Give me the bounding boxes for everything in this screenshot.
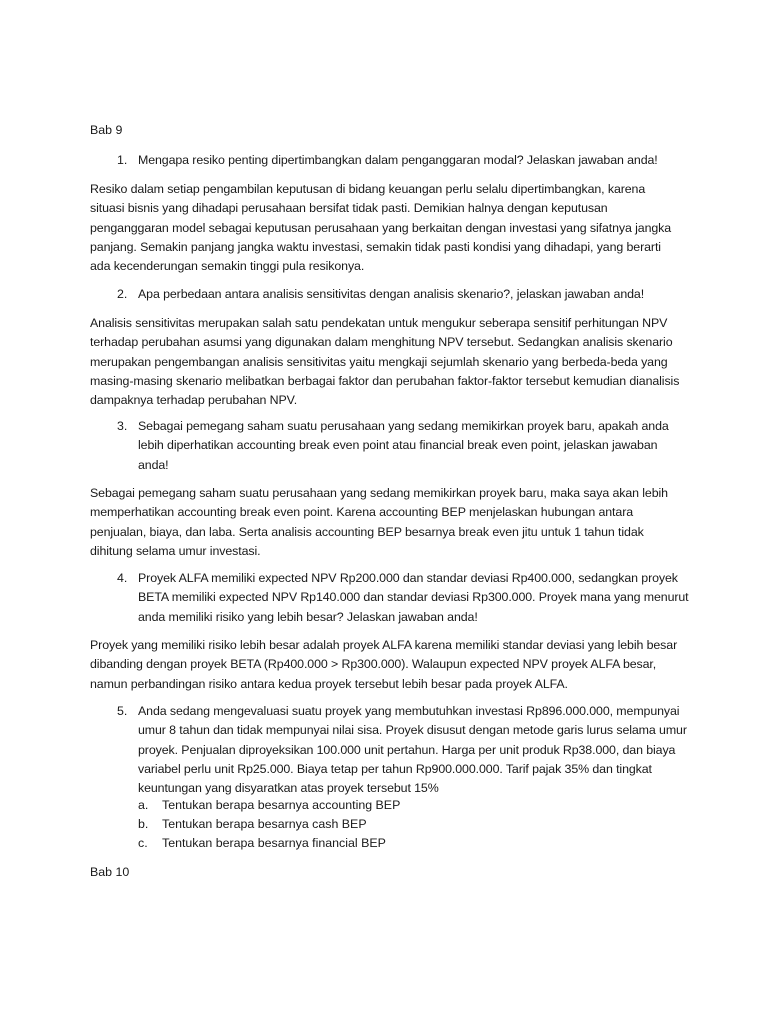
question-text: Mengapa resiko penting dipertimbangkan dalam penganggaran modal? Jelaskan jawaban anda!: [138, 153, 658, 167]
question-number: 3.: [117, 419, 128, 433]
subitem-a: [138, 796, 638, 815]
question-5: [90, 702, 690, 798]
answer-4: Proyek yang memiliki risiko lebih besar adalah proyek ALFA karena memiliki standar deviasi yang lebih besar dibanding dengan proyek BETA (Rp400.000 > Rp300.000). Walaupun expected NPV proyek ALFA besar, namun perbandingan risiko antara kedua proyek tersebut lebih besar pada proyek ALFA.: [90, 638, 678, 691]
subitem-text: Tentukan berapa besarnya financial BEP: [162, 836, 386, 850]
question-text: Anda sedang mengevaluasi suatu proyek yang membutuhkan investasi Rp896.000.000, mempunyai umur 8 tahun dan tidak mempunyai nilai sisa. Proyek disusut dengan metode garis lurus selama umur proyek. Penjualan diproyeksikan 100.000 unit pertahun. Harga per unit produk Rp38.000, dan biaya variabel perlu unit Rp25.000. Biaya tetap per tahun Rp900.000.000. Tarif pajak 35% dan tingkat keuntungan yang disyaratkan atas proyek tersebut 15%: [138, 704, 687, 796]
subitem-b: [138, 815, 638, 834]
question-2: [90, 285, 690, 304]
subitem-c: [138, 834, 638, 853]
question-number: 4.: [117, 571, 128, 585]
subitem-label: c.: [138, 836, 148, 850]
answer-3: Sebagai pemegang saham suatu perusahaan yang sedang memikirkan proyek baru, maka saya akan lebih memperhatikan accounting break even point. Karena accounting BEP menjelaskan hubungan antara penjualan, biaya, dan laba. Serta analisis accounting BEP besarnya break even jitu untuk 1 tahun tidak dihitung selama umur investasi.: [90, 486, 668, 558]
question-number: 5.: [117, 704, 128, 718]
chapter-heading-bab-10: Bab 10: [90, 865, 130, 879]
question-1: [90, 151, 690, 170]
subitem-label: a.: [138, 798, 149, 812]
chapter-heading-bab-9: Bab 9: [90, 123, 123, 137]
subitem-text: Tentukan berapa besarnya accounting BEP: [162, 798, 401, 812]
subitem-label: b.: [138, 817, 149, 831]
subitem-text: Tentukan berapa besarnya cash BEP: [162, 817, 367, 831]
answer-2: Analisis sensitivitas merupakan salah satu pendekatan untuk mengukur seberapa sensitif perhitungan NPV terhadap perubahan asumsi yang digunakan dalam menghitung NPV tersebut. Sedangkan analisis skenario merupakan pengembangan analisis sensitivitas yaitu mengkaji sejumlah skenario yang berbeda-beda yang masing-masing skenario melibatkan berbagai faktor dan perubahan faktor-faktor tersebut kemudian dianalisis dampaknya terhadap perubahan NPV.: [90, 316, 680, 408]
answer-1: Resiko dalam setiap pengambilan keputusan di bidang keuangan perlu selalu dipertimbangkan, karena situasi bisnis yang dihadapi perusahaan bersifat tidak pasti. Demikian halnya dengan keputusan penganggaran model sebagai keputusan perusahaan yang berkaitan dengan investasi yang sifatnya jangka panjang. Semakin panjang jangka waktu investasi, semakin tidak pasti kondisi yang dihadapi, yang berarti ada kecenderungan semakin tinggi pula resikonya.: [90, 182, 672, 274]
question-number: 2.: [117, 287, 128, 301]
question-4: [90, 569, 690, 627]
question-text: Proyek ALFA memiliki expected NPV Rp200.000 dan standar deviasi Rp400.000, sedangkan proyek BETA memiliki expected NPV Rp140.000 dan standar deviasi Rp300.000. Proyek mana yang menurut anda memiliki risiko yang lebih besar? Jelaskan jawaban anda!: [138, 571, 689, 624]
question-number: 1.: [117, 153, 128, 167]
question-text: Apa perbedaan antara analisis sensitivitas dengan analisis skenario?, jelaskan jawaban anda!: [138, 287, 645, 301]
question-3: [90, 417, 690, 475]
question-text: Sebagai pemegang saham suatu perusahaan yang sedang memikirkan proyek baru, apakah anda lebih diperhatikan accounting break even point atau financial break even point, jelaskan jawaban anda!: [138, 419, 669, 472]
